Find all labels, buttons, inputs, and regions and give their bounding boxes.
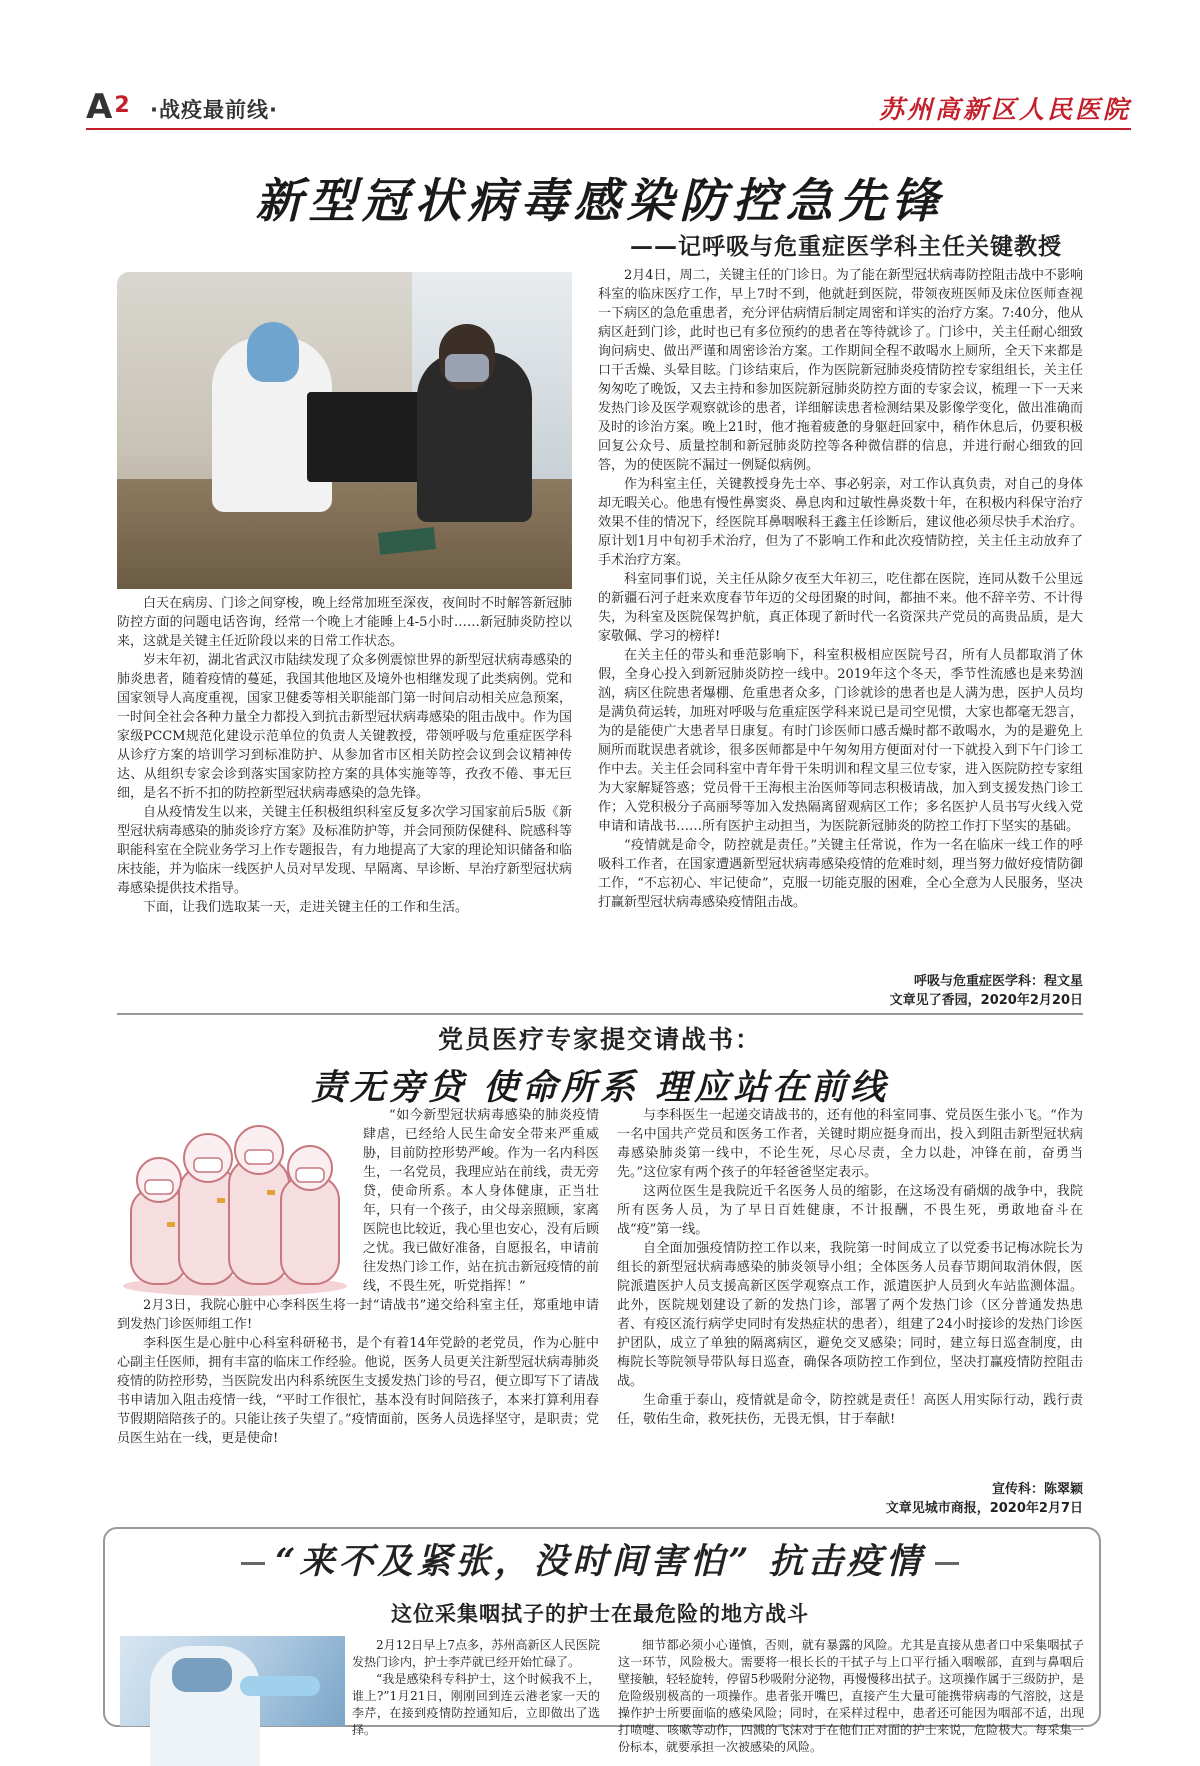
paragraph: 2月4日，周二，关键主任的门诊日。为了能在新型冠状病毒防控阻击战中不影响科室的临床医疗工作，早上7时不到，他就赶到医院，带领夜班医师及床位医师查视一下病区的急危重患者，充分评估病情后制定周密和详实的治疗方案。7:40分，他从病区赶到门诊，此时也已有多位预约的患者在等待就诊了。门诊中，关主任耐心细致询问病史、做出严谨和周密诊治方案。工作期间全程不敢喝水上厕所，全天下来都是口干舌燥、头晕目眩。门诊结束后，作为医院新冠肺炎疫情防控专家组组长，关主任匆匆吃了晚饭，又去主持和参加医院新冠肺炎防控方面的专家会议，梳理一下一天来发热门诊及医学观察就诊的患者，详细解读患者检测结果及影像学变化，做出准确而及时的诊治方案。晚上21时，他才拖着疲惫的身躯赶回家中，稍作休息后，仍要积极回复公众号、质量控制和新冠肺炎防控等各种微信群的信息，并进行耐心细致的回答，为的使医院不漏过一例疑似病例。: [598, 268, 1083, 473]
article3-left-column: [352, 1637, 600, 1739]
paragraph: 白天在病房、门诊之间穿梭，晚上经常加班至深夜，夜间时不时解答新冠肺防控方面的问题电话咨询，经常一个晚上才能睡上4-5小时……新冠肺炎防控以来，这就是关键主任近阶段以来的日常工作状态。: [117, 596, 573, 649]
paragraph: 在关主任的带头和垂范影响下，科室积极相应医院号召，所有人员都取消了休假，全身心投入到新冠肺炎防控一线中。2019年这个冬天，季节性流感也是来势汹汹，病区住院患者爆棚、危重患者众多，门诊就诊的患者也是人满为患，医护人员均是满负荷运转，加班对呼吸与危重症医学科来说已是司空见惯，大家也都毫无怨言，为的是能使广大患者早日康复。有时门诊医师口感舌燥时都不敢喝水，为的是避免上厕所而耽误患者就诊，很多医师都是中午匆匆用方便面对付一下就投入到下午门诊工作中去。关主任会同科室中青年骨干朱明训和程文星三位专家，进入医院防控专家组为大家解疑答惑；党员骨干王海根主治医师等同志积极请战，加入到支援发热门诊工作；入党积极分子高丽琴等加入发热隔离留观病区工作；多名医护人员书写火线入党申请和请战书……所有医护主动担当，为医院新冠肺炎的防控工作打下坚实的基础。: [598, 648, 1083, 834]
paragraph: 下面，让我们选取某一天，走进关键主任的工作和生活。: [143, 900, 469, 915]
page-badge: [86, 86, 130, 127]
article1-title: 新型冠状病毒感染防控急先锋: [255, 174, 945, 229]
paragraph: 科室同事们说，关主任从除夕夜至大年初三，吃住都在医院，连同从数千公里远的新疆石河子赶来欢度春节年迈的父母团聚的时间，都抽不来。他不辞辛劳、不计得失，为科室及医院保驾护航，真正体现了新时代一名资深共产党员的高贵品质，是大家敬佩、学习的榜样!: [598, 572, 1083, 644]
title-decoration: [241, 1562, 265, 1565]
paragraph: 李科医生是心脏中心科室科研秘书，是个有着14年党龄的老党员，作为心脏中心副主任医师，拥有丰富的临床工作经验。他说，医务人员更关注新型冠状病毒肺炎疫情的防控形势，当医院发出内科系统医生支援发热门诊的号召，便立即写下了请战书申请加入阻击疫情一线，“平时工作很忙，基本没有时间陪孩子，本来打算利用春节假期陪陪孩子的。只能让孩子失望了。”疫情面前，医务人员选择坚守，是职责；党员医生站在一线，更是使命!: [117, 1336, 599, 1446]
section-name: ·战疫最前线·: [150, 98, 278, 122]
paragraph: 与李科医生一起递交请战书的，还有他的科室同事、党员医生张小飞。“作为一名中国共产党员和医务工作者，关键时期应挺身而出，投入到阻击新型冠状病毒感染肺炎第一线中，不论生死，尽心尽责，全力以赴，冲锋在前，奋勇当先。”这位家有两个孩子的年轻爸爸坚定表示。: [617, 1108, 1083, 1180]
article1-right-column: [598, 266, 1083, 912]
article2-title: 党员医疗专家提交请战书：: [437, 1025, 762, 1054]
paragraph: “疫情就是命令，防控就是责任。”关键主任常说，作为一名在临床一线工作的呼吸科工作者，在国家遭遇新型冠状病毒感染疫情的危难时刻，理当努力做好疫情防御工作，“不忘初心、牢记使命”，克服一切能克服的困难，全心全意为人民服务，坚决打赢新型冠状病毒感染疫情阻击战。: [598, 838, 1083, 910]
doctor-consultation-photo: [117, 272, 572, 589]
article3-title-text: “来不及紧张，没时间害怕” 抗击疫情: [275, 1541, 925, 1582]
paragraph: “我是感染科专科护士，这个时候我不上，谁上?”1月21日，刚刚回到连云港老家一天的李芹，在接到疫情防控通知后，立即做出了选择。: [352, 1672, 600, 1737]
article3-subtitle: 这位采集咽拭子的护士在最危险的地方战斗: [391, 1602, 809, 1626]
article3-title: [0, 1534, 1200, 1584]
paragraph: 这两位医生是我院近千名医务人员的缩影，在这场没有硝烟的战争中，我院所有医务人员，为了早日百姓健康，不计报酬，不畏生死，勇敢地奋斗在战“疫”第一线。: [617, 1184, 1083, 1237]
article2-left-column: [117, 1106, 599, 1448]
paragraph: “如今新型冠状病毒感染的肺炎疫情肆虐，已经给人民生命安全带来严重威胁，目前防控形势严峻。作为一名内科医生，一名党员，我理应站在前线，责无旁贷，使命所系。本人身体健康，正当壮年，只有一个孩子，由父母亲照顾，家离医院也比较近，我心里也安心，没有后顾之忧。我已做好准备，自愿报名，申请前往发热门诊工作，站在抗击新冠疫情的前线，不畏生死，听党指挥！”: [363, 1108, 599, 1294]
article2-right-column: [617, 1106, 1083, 1429]
article3-right-column: [618, 1637, 1084, 1756]
paragraph: 作为科室主任，关键教授身先士卒、事必躬亲，对工作认真负责，对自己的身体却无暇关心。他患有慢性鼻窦炎、鼻息肉和过敏性鼻炎数十年，在积极内科保守治疗效果不佳的情况下，经医院耳鼻咽喉科王鑫主任诊断后，建议他必须尽快手术治疗。原计划1月中旬初手术治疗，但为了不影响工作和此次疫情防控，关主任主动放弃了手术治疗方案。: [598, 477, 1083, 568]
credit-author: 呼吸与危重症医学科：程文星: [913, 974, 1083, 989]
page-number: 2: [114, 93, 130, 118]
paragraph: 自全面加强疫情防控工作以来，我院第一时间成立了以党委书记梅冰院长为组长的新型冠状病毒感染的肺炎领导小组；全体医务人员春节期间取消休假，医院派遣医护人员支援高新区医学观察点工作，派遣医护人员到火车站监测体温。此外，医院规划建设了新的发热门诊，部署了两个发热门诊（区分普通发热患者、有疫区流行病学史同时有发热症状的患者），组建了24小时接诊的发热门诊医护团队，成立了单独的隔离病区，避免交叉感染；同时，建立每日巡查制度，由梅院长等院领导带队每日巡查，确保各项防控工作到位，坚决打赢疫情防控阻击战。: [617, 1241, 1083, 1389]
page-letter: A: [86, 87, 113, 127]
paragraph: 岁末年初，湖北省武汉市陆续发现了众多例震惊世界的新型冠状病毒感染的肺炎患者，随着疫情的蔓延，我国其他地区及境外也相继发现了此类病例。党和国家领导人高度重视，国家卫健委等相关职能部门第一时间启动相关应急预案，一时间全社会各种力量全力都投入到抗击新型冠状病毒感染的阻击战中。作为国家级PCCM规范化建设示范单位的负责人关键教授，带领呼吸与危重症医学科从诊疗方案的培训学习到标准防护、从参加省市区相关防控会议到会议精神传达、从组织专家会诊到落实国家防控方案的具体实施等等，孜孜不倦、事无巨细，是名不折不扣的防控新型冠状病毒感染的急先锋。: [117, 653, 573, 801]
paragraph: 2月3日，我院心脏中心李科医生将一封“请战书”递交给科室主任，郑重地申请到发热门诊医师组工作!: [117, 1298, 599, 1332]
article1-subtitle: ——记呼吸与危重症医学科主任关键教授: [630, 234, 1062, 260]
paragraph: 细节都必须小心谨慎，否则，就有暴露的风险。尤其是直接从患者口中采集咽拭子这一环节，风险极大。需要将一根长长的干拭子与上口平行插入咽喉部，直到与鼻咽后壁接触，轻轻旋转，停留5秒吸附分泌物，再慢慢移出拭子。这项操作属于三级防护，是危险级别极高的一项操作。患者张开嘴巴，直接产生大量可能携带病毒的气溶胶，这是操作护士所要面临的感染风险；同时，在采样过程中，患者还可能因为咽部不适，出现打喷嚏、咳嗽等动作，四溅的飞沫对于在他们正对面的护士来说，危险极大。每采集一份标本，就要承担一次被感染的风险。: [618, 1638, 1084, 1754]
paragraph: 2月12日早上7点多，苏州高新区人民医院发热门诊内，护士李芹就已经开始忙碌了。: [352, 1638, 600, 1669]
article2-credit: [886, 1480, 1083, 1518]
credit-source: 文章见了香园，2020年2月20日: [889, 993, 1083, 1008]
nurse-swab-photo: [120, 1636, 345, 1726]
article1-credit: [890, 972, 1083, 1010]
credit-author: 宣传科：陈翠颖: [991, 1482, 1083, 1497]
hospital-name: 苏州高新区人民医院: [878, 95, 1131, 124]
article1-left-column: [117, 594, 572, 917]
masthead: [86, 86, 1131, 130]
title-decoration: [935, 1562, 959, 1565]
paragraph: 自从疫情发生以来，关键主任积极组织科室反复多次学习国家前后5版《新型冠状病毒感染的肺炎诊疗方案》及标准防护等，并会同预防保健科、院感科等职能科室在全院业务学习上作专题报告，有力地提高了大家的理论知识储备和临床技能，并为临床一线医护人员对早发现、早隔离、早诊断、早治疗新型冠状病毒感染提供技术指导。: [117, 805, 573, 896]
article2-subtitle: 责无旁贷 使命所系 理应站在前线: [310, 1067, 890, 1108]
credit-source: 文章见城市商报，2020年2月7日: [885, 1501, 1083, 1516]
paragraph: 生命重于泰山，疫情就是命令，防控就是责任！高医人用实际行动，践行责任，敬佑生命，救死扶伤，无畏无惧，甘于奉献!: [617, 1393, 1083, 1427]
section-divider: [117, 1013, 1083, 1015]
